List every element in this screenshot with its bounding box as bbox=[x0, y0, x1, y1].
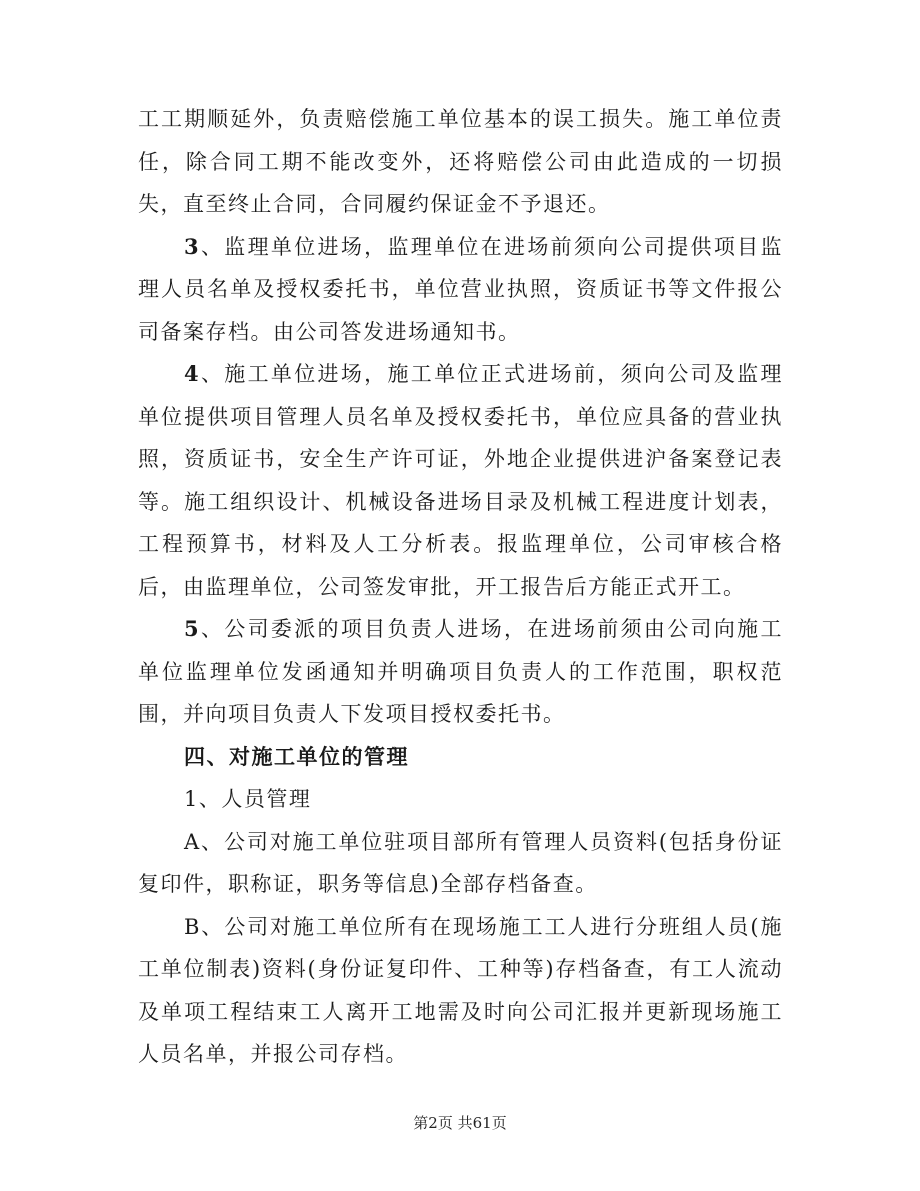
paragraph-construction-entry bbox=[138, 353, 783, 608]
paragraph-number: 4 bbox=[184, 361, 201, 386]
paragraph-number: 3 bbox=[184, 233, 201, 259]
paragraph-text: 、监理单位进场，监理单位在进场前须向公司提供项目监理人员名单及授权委托书，单位营业执照，资质证书等文件报公司备案存档。由公司答发进场通知书。 bbox=[138, 234, 783, 344]
paragraph-continuation bbox=[138, 98, 783, 226]
paragraph-text: 、施工单位进场，施工单位正式进场前，须向公司及监理单位提供项目管理人员名单及授权委托书，单位应具备的营业执照，资质证书，安全生产许可证，外地企业提供进沪备案登记表等。施工组织设计、机械设备进场目录及机械工程进度计划表，工程预算书，材料及人工分析表。报监理单位，公司审核合格后，由监理单位，公司签发审批，开工报告后方能正式开工。 bbox=[138, 362, 783, 599]
subheading: 1、人员管理 bbox=[184, 787, 312, 811]
paragraph-project-lead-entry bbox=[138, 608, 783, 736]
section-heading: 四、对施工单位的管理 bbox=[184, 743, 409, 769]
list-item: B、公司对施工单位所有在现场施工工人进行分班组人员(施工单位制表)资料(身份证复印件、工种等)存档备查，有工人流动及单项工程结束工人离开工地需及时向公司汇报并更新现场施工人员名单，并报公司存档。 bbox=[138, 914, 783, 1066]
paragraph-text: 工工期顺延外，负责赔偿施工单位基本的误工损失。施工单位责任，除合同工期不能改变外，还将赔偿公司由此造成的一切损失，直至终止合同，合同履约保证金不予退还。 bbox=[138, 107, 783, 216]
list-item: A、公司对施工单位驻项目部所有管理人员资料(包括身份证复印件，职称证，职务等信息)全部存档备查。 bbox=[138, 829, 783, 896]
document-body bbox=[138, 98, 783, 1076]
page-number-footer: 第2页 共61页 bbox=[413, 1114, 507, 1132]
paragraph-text: 、公司委派的项目负责人进场，在进场前须由公司向施工单位监理单位发函通知并明确项目负责人的工作范围，职权范围，并向项目负责人下发项目授权委托书。 bbox=[138, 617, 783, 726]
paragraph-supervision-entry bbox=[138, 226, 783, 354]
paragraph-number: 5 bbox=[184, 616, 201, 641]
